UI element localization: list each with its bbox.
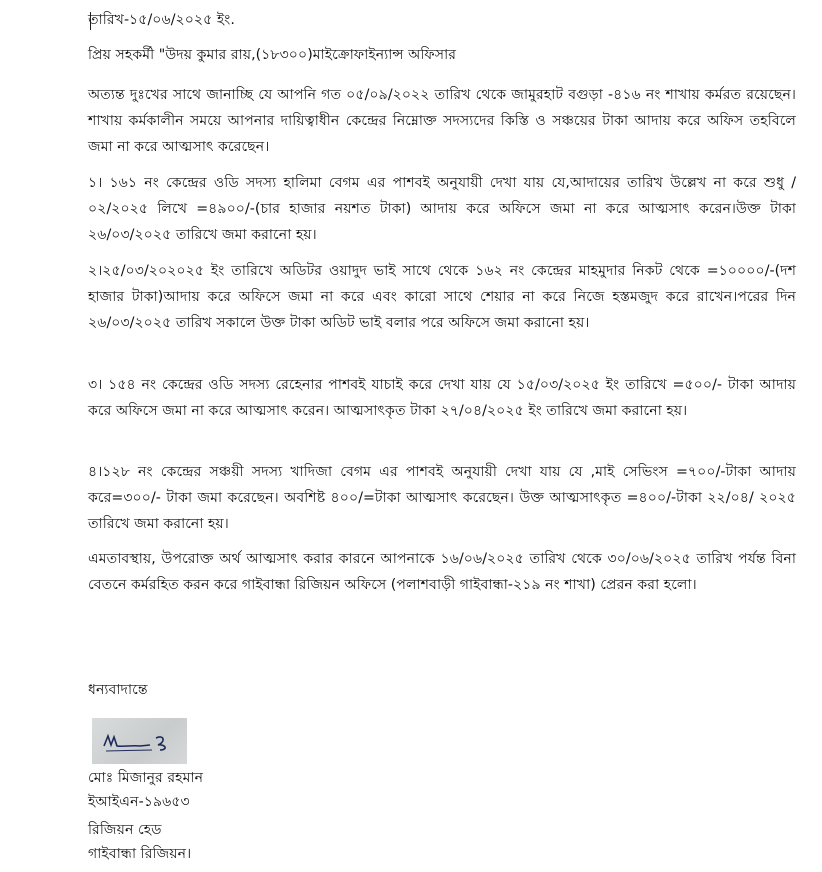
signer-id: ইআইএন-১৯৬৫৩ [88, 794, 190, 810]
salutation: প্রিয় সহকর্মী "উদয় কুমার রায়,(১৮৩০০)মাইক্রোফাইন্যান্স অফিসার [88, 47, 457, 63]
closing-text: ধন্যবাদান্তে [88, 682, 148, 698]
signer-designation: রিজিয়ন হেড [88, 822, 162, 838]
signature-image [92, 718, 187, 764]
item-4-paragraph: ৪।১২৮ নং কেন্দ্রের সঞ্চয়ী সদস্য খাদিজা বেগম এর পাশবই অনুযায়ী দেখা যায় যে ,মাই সেভিংস =৭০০/-টাকা আদায় করে=৩০০/- টাকা জমা করেছেন। অবশিষ্ট ৪০০/=টাকা আত্মসাৎ করেছেন। উক্ত আত্মসাৎকৃত =৪০০/-টাকা ২২/০৪/ ২০২৫ তারিখে জমা করানো হয়। [88, 464, 796, 532]
item-3-paragraph: ৩। ১৫৪ নং কেন্দ্রের ওডি সদস্য রেহেনার পাশবই যাচাই করে দেখা যায় যে ১৫/০৩/২০২৫ ইং তারিখে =৫০০/- টাকা আদায় করে অফিসে জমা না করে আত্মসাৎ করেন। আত্মসাৎকৃত টাকা ২৭/০৪/২০২৫ ইং তারিখে জমা করানো হয়। [88, 377, 796, 419]
date-line: তারিখ-১৫/০৬/২০২৫ ইং. [88, 12, 235, 28]
intro-paragraph: অত্যন্ত দুঃখের সাথে জানাচ্ছি যে আপনি গত ০৫/০৯/২০২২ তারিখ থেকে জামুরহাট বগুড়া -৪১৬ নং শাখায় কর্মরত রয়েছেন। শাখায় কর্মকালীন সময়ে আপনার দায়িত্বাধীন কেন্দ্রের নিম্নোক্ত সদস্যদের কিস্তি ও সঞ্চয়ের টাকা আদায় করে অফিস তহবিলে জমা না করে আত্মসাৎ করেছেন। [88, 87, 796, 155]
signer-region: গাইবান্ধা রিজিয়ন। [88, 846, 192, 862]
signer-name: মোঃ মিজানুর রহমান [88, 770, 204, 786]
item-2-paragraph: ২।২৫/০৩/২০২০২৫ ইং তারিখে অডিটর ওয়াদুদ ভাই সাথে থেকে ১৬২ নং কেন্দ্রের মাহমুদার নিকট থেকে =১০০০০/-(দশ হাজার টাকা)আদায় করে অফিসে জমা না করে এবং কারো সাথে শেয়ার না করে নিজে হস্তমজুদ করে রাখেন।পরের দিন ২৬/০৩/২০২৫ তারিখ সকালে উক্ত টাকা অডিট ভাই বলার পরে অফিসে জমা করানো হয়। [88, 263, 796, 331]
conclusion-paragraph: এমতাবস্থায়, উপরোক্ত অর্থ আত্মসাৎ করার কারনে আপনাকে ১৬/০৬/২০২৫ তারিখ থেকে ৩০/০৬/২০২৫ তারিখ পর্যন্ত বিনা বেতনে কর্মরহিত করন করে গাইবান্ধা রিজিয়ন অফিসে (পলাশবাড়ী গাইবান্ধা-২১৯ নং শাখা) প্রেরন করা হলো। [88, 551, 796, 593]
signature-scribble [92, 718, 187, 764]
item-1-paragraph: ১। ১৬১ নং কেন্দ্রের ওডি সদস্য হালিমা বেগম এর পাশবই অনুযায়ী দেখা যায় যে,আদায়ের তারিখ উল্লেখ না করে শুধু /০২/২০২৫ লিখে =৪৯০০/-(চার হাজার নয়শত টাকা) আদায় করে অফিসে জমা না করে আত্মসাৎ করেন।উক্ত টাকা ২৬/০৩/২০২৫ তারিখে জমা করানো হয়। [88, 175, 796, 243]
